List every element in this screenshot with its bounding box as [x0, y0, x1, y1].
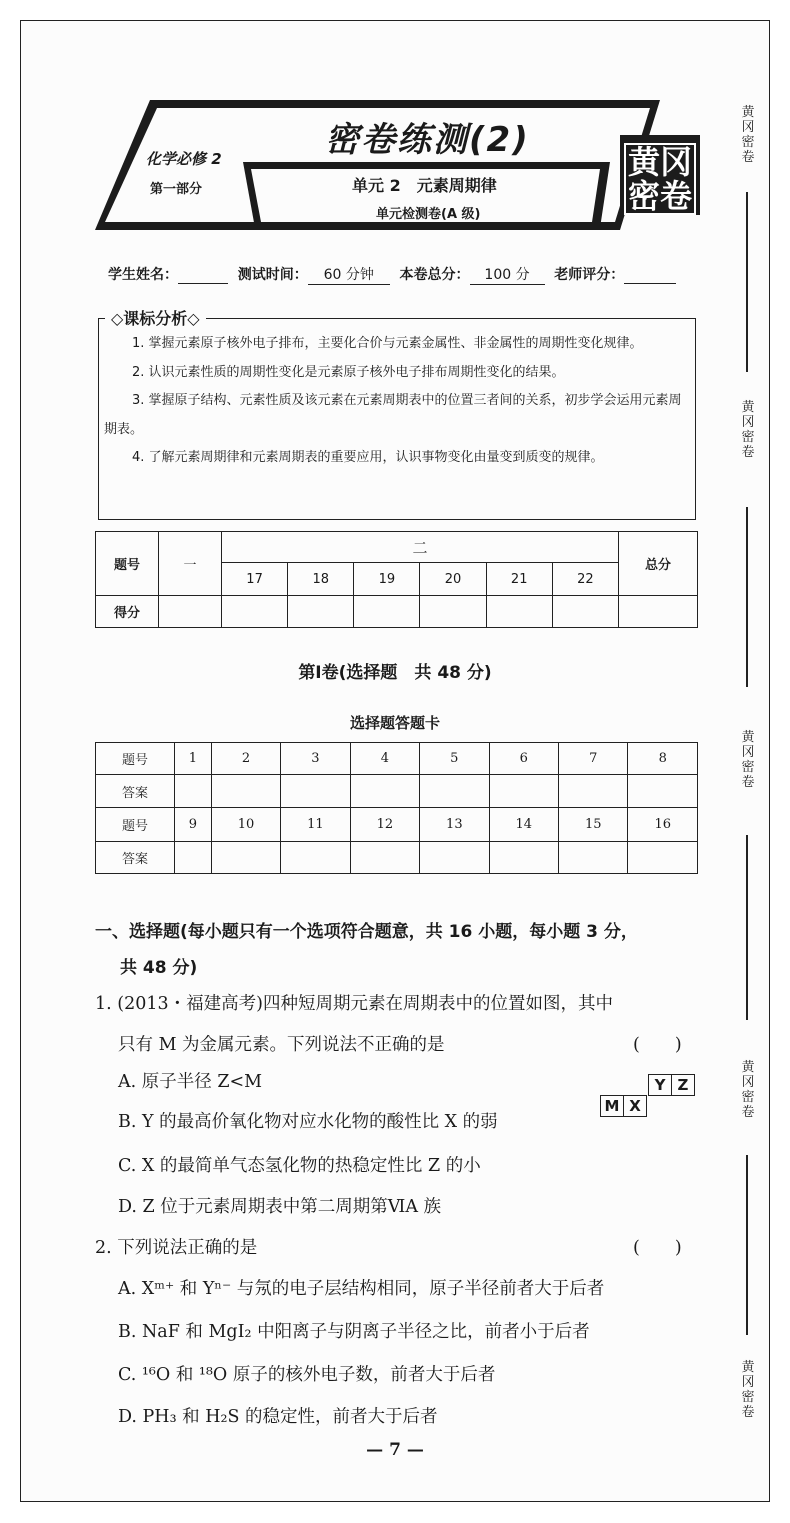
answer-cell[interactable] — [211, 842, 280, 874]
answer-cell[interactable] — [489, 775, 558, 808]
answer-cell[interactable] — [211, 775, 280, 808]
answer-cell[interactable] — [175, 775, 212, 808]
side-watermark: 黄冈密卷 — [741, 1360, 755, 1420]
q2-option-a[interactable]: A. Xᵐ⁺ 和 Yⁿ⁻ 与氖的电子层结构相同，原子半径前者大于后者 — [118, 1279, 605, 1299]
q1-stem-line1: 1. (2013・福建高考)四种短周期元素在周期表中的位置如图，其中 — [95, 994, 613, 1014]
question-number: 9 — [175, 808, 212, 842]
score-table — [95, 531, 698, 628]
score-value: 100 分 — [470, 264, 545, 285]
q2-stem: 2. 下列说法正确的是 — [95, 1238, 258, 1258]
answer-cell[interactable] — [350, 842, 419, 874]
q1-option-c[interactable]: C. X 的最简单气态氢化物的热稳定性比 Z 的小 — [118, 1156, 481, 1176]
part1-heading-cont: 共 48 分) — [120, 958, 198, 978]
element-grid-top — [648, 1074, 695, 1096]
score-cell[interactable] — [552, 596, 618, 628]
q1-option-a[interactable]: A. 原子半径 Z<M — [118, 1072, 263, 1092]
brand-logo — [620, 135, 700, 215]
score-cell[interactable] — [222, 596, 288, 628]
question-number: 8 — [628, 743, 698, 775]
answer-cell[interactable] — [559, 842, 628, 874]
score-table-sub: 20 — [420, 563, 486, 596]
q2-option-d[interactable]: D. PH₃ 和 H₂S 的稳定性，前者大于后者 — [118, 1407, 438, 1427]
part1-heading: 一、选择题(每小题只有一个选项符合题意，共 16 小题，每小题 3 分， — [95, 922, 638, 942]
q1-option-d[interactable]: D. Z 位于元素周期表中第二周期第ⅥA 族 — [118, 1197, 442, 1217]
score-table-score-label: 得分 — [96, 596, 159, 628]
name-label: 学生姓名： — [108, 267, 178, 283]
question-number: 7 — [559, 743, 628, 775]
answer-card-num-label: 题号 — [96, 808, 175, 842]
element-cell-m: M — [601, 1096, 624, 1117]
question-number: 6 — [489, 743, 558, 775]
answer-card-title: 选择题答题卡 — [349, 714, 440, 732]
q1-option-b[interactable]: B. Y 的最高价氧化物对应水化物的酸性比 X 的弱 — [118, 1112, 498, 1132]
question-number: 10 — [211, 808, 280, 842]
level-label: 单元检测卷(A 级) — [376, 207, 481, 222]
answer-cell[interactable] — [628, 775, 698, 808]
score-cell[interactable] — [288, 596, 354, 628]
time-label: 测试时间： — [237, 267, 308, 283]
answer-cell[interactable] — [350, 775, 419, 808]
teacher-label: 老师评分： — [554, 267, 625, 283]
info-line — [108, 264, 676, 285]
score-table-section-2: 二 — [222, 532, 619, 563]
side-divider — [746, 835, 748, 1020]
answer-card-ans-label: 答案 — [96, 842, 175, 874]
answer-cell[interactable] — [420, 842, 489, 874]
answer-cell[interactable] — [489, 842, 558, 874]
question-number: 14 — [489, 808, 558, 842]
part-label: 第一部分 — [150, 182, 203, 197]
question-number: 1 — [175, 743, 212, 775]
answer-cell[interactable] — [559, 775, 628, 808]
side-divider — [746, 507, 748, 687]
score-cell[interactable] — [159, 596, 222, 628]
score-table-sub: 19 — [354, 563, 420, 596]
objectives-title: ◇课标分析◇ — [105, 306, 206, 329]
question-number: 5 — [420, 743, 489, 775]
question-number: 12 — [350, 808, 419, 842]
teacher-blank[interactable] — [624, 267, 676, 284]
q1-answer-paren[interactable]: ( ) — [633, 1035, 682, 1055]
side-divider — [746, 1155, 748, 1335]
q1-stem-line2: 只有 M 为金属元素。下列说法不正确的是 — [118, 1035, 445, 1055]
page-title: 密卷练测(2) — [325, 120, 530, 160]
side-divider — [746, 192, 748, 372]
score-table-total: 总分 — [619, 532, 698, 596]
side-watermark: 黄冈密卷 — [741, 105, 755, 165]
side-watermark: 黄冈密卷 — [741, 1060, 755, 1120]
element-grid-bottom — [600, 1095, 647, 1117]
q2-option-c[interactable]: C. ¹⁶O 和 ¹⁸O 原子的核外电子数，前者大于后者 — [118, 1365, 496, 1385]
brand-line-1: 黄冈 — [627, 143, 692, 181]
name-blank[interactable] — [178, 267, 228, 284]
score-cell[interactable] — [420, 596, 486, 628]
brand-line-2: 密卷 — [627, 177, 692, 215]
element-cell-y: Y — [649, 1075, 672, 1096]
score-cell[interactable] — [619, 596, 698, 628]
element-cell-x: X — [624, 1096, 647, 1117]
subject-label: 化学必修 2 — [146, 150, 222, 168]
unit-title: 单元 2 元素周期律 — [352, 176, 497, 195]
answer-cell[interactable] — [420, 775, 489, 808]
objectives-list — [104, 330, 692, 473]
element-cell-z: Z — [672, 1075, 695, 1096]
question-number: 4 — [350, 743, 419, 775]
answer-card-num-label: 题号 — [96, 743, 175, 775]
answer-card-ans-label: 答案 — [96, 775, 175, 808]
question-number: 16 — [628, 808, 698, 842]
question-number: 13 — [420, 808, 489, 842]
q2-option-b[interactable]: B. NaF 和 MgI₂ 中阳离子与阴离子半径之比，前者小于后者 — [118, 1322, 590, 1342]
section-title: 第Ⅰ卷(选择题 共 48 分) — [298, 663, 492, 683]
score-table-sub: 17 — [222, 563, 288, 596]
question-number: 2 — [211, 743, 280, 775]
answer-cell[interactable] — [281, 775, 350, 808]
side-watermark: 黄冈密卷 — [741, 400, 755, 460]
answer-card-table — [95, 742, 698, 874]
question-number: 15 — [559, 808, 628, 842]
answer-cell[interactable] — [628, 842, 698, 874]
score-cell[interactable] — [354, 596, 420, 628]
objective-item: 4. 了解元素周期律和元素周期表的重要应用，认识事物变化由量变到质变的规律。 — [132, 450, 604, 465]
score-cell[interactable] — [486, 596, 552, 628]
time-value: 60 分钟 — [308, 264, 390, 285]
score-table-num-label: 题号 — [96, 532, 159, 596]
answer-cell[interactable] — [175, 842, 212, 874]
objective-item: 3. 掌握原子结构、元素性质及该元素在元素周期表中的位置三者间的关系，初步学会运用元素周期表。 — [104, 393, 682, 437]
side-watermark: 黄冈密卷 — [741, 730, 755, 790]
page-number: — 7 — — [366, 1440, 424, 1460]
score-label: 本卷总分： — [399, 267, 470, 283]
answer-cell[interactable] — [281, 842, 350, 874]
score-table-section-1: 一 — [159, 532, 222, 596]
score-table-sub: 21 — [486, 563, 552, 596]
q2-answer-paren[interactable]: ( ) — [633, 1238, 682, 1258]
objective-item: 2. 认识元素性质的周期性变化是元素原子核外电子排布周期性变化的结果。 — [132, 364, 565, 380]
score-table-sub: 18 — [288, 563, 354, 596]
objective-item: 1. 掌握元素原子核外电子排布，主要化合价与元素金属性、非金属性的周期性变化规律。 — [132, 336, 643, 351]
score-table-sub: 22 — [552, 563, 618, 596]
question-number: 11 — [281, 808, 350, 842]
question-number: 3 — [281, 743, 350, 775]
